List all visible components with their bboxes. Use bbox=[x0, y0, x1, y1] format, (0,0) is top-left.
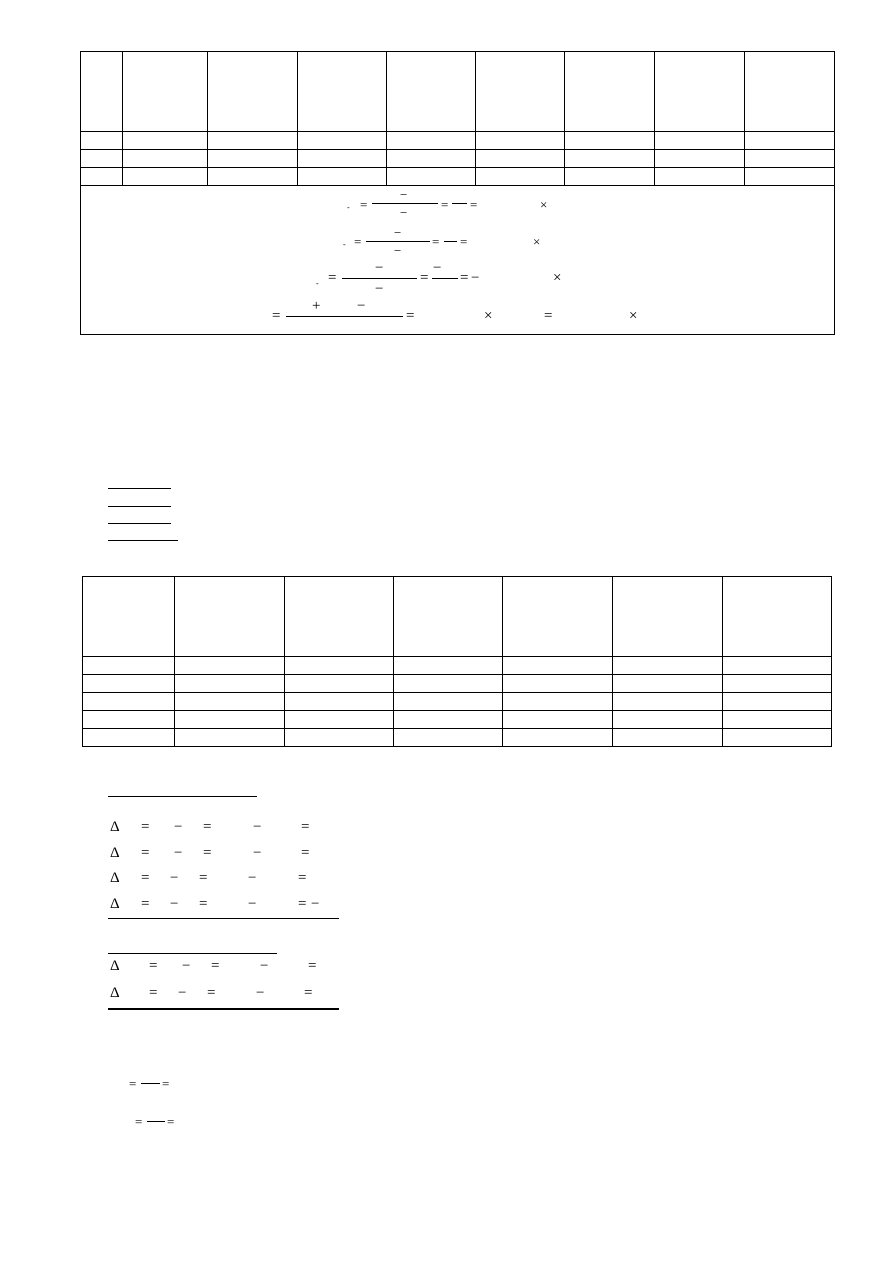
header-cell bbox=[613, 577, 723, 657]
subscript-mark: - bbox=[343, 240, 346, 249]
header-cell bbox=[386, 52, 476, 132]
equals-sign: = bbox=[544, 308, 553, 324]
heading-underline bbox=[108, 796, 257, 797]
header-cell bbox=[393, 577, 503, 657]
minus-sign: − bbox=[394, 243, 402, 258]
minus-sign: − bbox=[400, 205, 408, 220]
header-cell bbox=[207, 52, 297, 132]
rule-line-bold bbox=[108, 1008, 339, 1010]
table-row bbox=[81, 168, 835, 186]
fraction-bar bbox=[141, 1083, 160, 1084]
minus-sign: − bbox=[260, 958, 269, 974]
equals-sign: = bbox=[135, 1114, 143, 1129]
equals-sign: = bbox=[141, 819, 150, 835]
equals-sign: = bbox=[199, 870, 208, 886]
minus-sign: − bbox=[174, 845, 183, 861]
fraction-bar bbox=[432, 278, 458, 279]
table-row bbox=[83, 711, 832, 729]
minus-sign: − bbox=[471, 270, 480, 286]
equals-sign: = bbox=[129, 1076, 137, 1091]
table-row bbox=[81, 132, 835, 150]
header-cell bbox=[565, 52, 655, 132]
subscript-mark: - bbox=[347, 203, 350, 212]
equals-sign: = bbox=[203, 845, 212, 861]
minus-sign: − bbox=[375, 260, 384, 276]
times-sign: × bbox=[629, 308, 638, 324]
equals-sign: = bbox=[420, 270, 429, 286]
fraction-bar bbox=[452, 203, 467, 204]
minus-sign: − bbox=[256, 985, 265, 1001]
minus-sign: − bbox=[178, 985, 187, 1001]
table-row bbox=[83, 657, 832, 675]
equals-sign: = bbox=[406, 308, 415, 324]
table-row bbox=[83, 693, 832, 711]
minus-sign: − bbox=[357, 298, 366, 314]
table-row bbox=[81, 150, 835, 168]
equals-sign: = bbox=[304, 985, 313, 1001]
minus-sign: − bbox=[170, 870, 179, 886]
header-cell bbox=[745, 52, 835, 132]
data-table-1 bbox=[80, 51, 835, 335]
equals-sign: = bbox=[141, 845, 150, 861]
delta-symbol: Δ bbox=[110, 819, 120, 835]
header-cell bbox=[476, 52, 565, 132]
header-cell bbox=[122, 52, 207, 132]
header-cell bbox=[81, 52, 123, 132]
table-row bbox=[83, 675, 832, 693]
equals-sign: = bbox=[460, 270, 469, 286]
minus-sign: − bbox=[375, 281, 384, 297]
equals-sign: = bbox=[272, 308, 281, 324]
data-table-2 bbox=[82, 576, 832, 747]
plus-sign: + bbox=[312, 298, 321, 314]
equals-sign: = bbox=[470, 197, 478, 212]
header-cell bbox=[284, 577, 393, 657]
times-sign: × bbox=[553, 270, 562, 286]
table-header-row bbox=[83, 577, 832, 657]
equals-sign: = bbox=[141, 896, 150, 912]
underline-mark bbox=[108, 488, 171, 489]
heading-underline bbox=[108, 953, 277, 954]
minus-sign: − bbox=[253, 845, 262, 861]
header-cell bbox=[655, 52, 745, 132]
equals-sign: = bbox=[301, 819, 310, 835]
formula-cell bbox=[81, 186, 835, 335]
equals-sign: = bbox=[199, 896, 208, 912]
subscript-mark: - bbox=[316, 279, 319, 288]
minus-sign: − bbox=[248, 870, 257, 886]
delta-symbol: Δ bbox=[110, 958, 120, 974]
fraction-bar bbox=[444, 241, 457, 242]
fraction-bar bbox=[372, 203, 438, 204]
equals-sign: = bbox=[149, 958, 158, 974]
underline-mark bbox=[108, 540, 178, 541]
header-cell bbox=[83, 577, 175, 657]
rule-line bbox=[108, 918, 339, 919]
header-cell bbox=[723, 577, 832, 657]
fraction-bar bbox=[147, 1121, 165, 1122]
table-header-row bbox=[81, 52, 835, 132]
minus-sign: − bbox=[174, 819, 183, 835]
equals-sign: = bbox=[298, 896, 307, 912]
delta-symbol: Δ bbox=[110, 985, 120, 1001]
equals-sign: = bbox=[211, 958, 220, 974]
minus-sign: − bbox=[253, 819, 262, 835]
times-sign: × bbox=[540, 197, 548, 212]
equals-sign: = bbox=[460, 234, 468, 249]
equals-sign: = bbox=[354, 234, 362, 249]
equals-sign: = bbox=[167, 1114, 175, 1129]
delta-symbol: Δ bbox=[110, 845, 120, 861]
underline-mark bbox=[108, 506, 171, 507]
equals-sign: = bbox=[328, 270, 337, 286]
table-row bbox=[83, 729, 832, 747]
header-cell bbox=[174, 577, 284, 657]
header-cell bbox=[503, 577, 613, 657]
fraction-bar bbox=[366, 241, 430, 242]
fraction-bar bbox=[286, 316, 403, 317]
times-sign: × bbox=[484, 308, 493, 324]
times-sign: × bbox=[533, 234, 541, 249]
underline-mark bbox=[108, 523, 171, 524]
header-cell bbox=[297, 52, 386, 132]
equals-sign: = bbox=[441, 197, 449, 212]
equals-sign: = bbox=[298, 870, 307, 886]
equals-sign: = bbox=[162, 1076, 170, 1091]
minus-sign: − bbox=[433, 260, 442, 276]
fraction-bar bbox=[342, 278, 417, 279]
delta-symbol: Δ bbox=[110, 870, 120, 886]
minus-sign: − bbox=[248, 896, 257, 912]
minus-sign: − bbox=[182, 958, 191, 974]
minus-sign: − bbox=[394, 225, 402, 240]
equals-sign: = bbox=[360, 197, 368, 212]
minus-sign: − bbox=[400, 187, 408, 202]
equals-sign: = bbox=[308, 958, 317, 974]
equals-sign: = bbox=[141, 870, 150, 886]
equals-sign: = bbox=[432, 234, 440, 249]
minus-sign: − bbox=[311, 896, 320, 912]
minus-sign: − bbox=[170, 896, 179, 912]
equals-sign: = bbox=[149, 985, 158, 1001]
equals-sign: = bbox=[301, 845, 310, 861]
equals-sign: = bbox=[207, 985, 216, 1001]
delta-symbol: Δ bbox=[110, 896, 120, 912]
formula-row bbox=[81, 186, 835, 335]
equals-sign: = bbox=[203, 819, 212, 835]
